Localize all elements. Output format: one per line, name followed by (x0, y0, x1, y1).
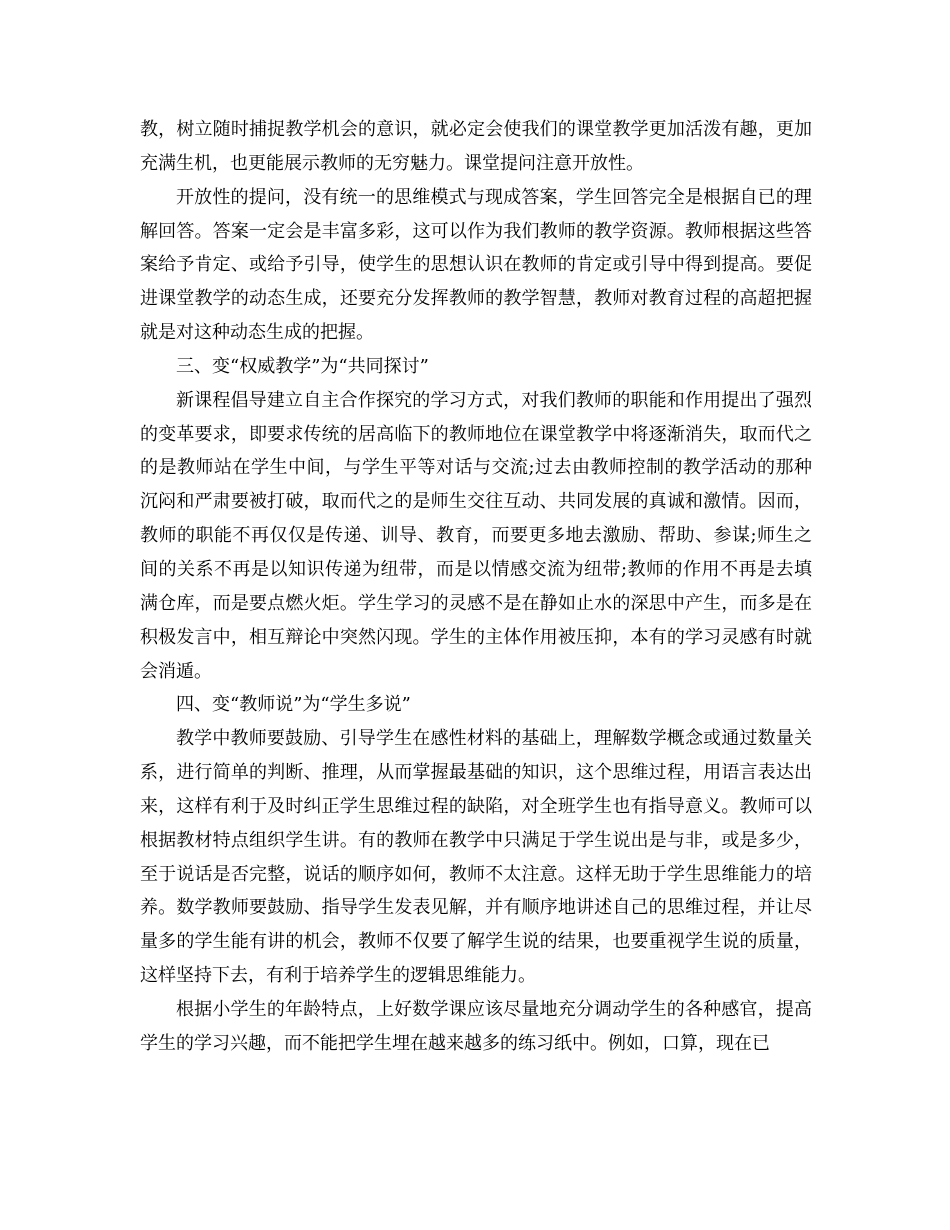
paragraph-1: 教，树立随时捕捉教学机会的意识，就必定会使我们的课堂教学更加活泼有趣，更加充满生机，也更能展示教师的无穷魅力。课堂提问注意开放性。 (140, 119, 812, 174)
document-body (140, 113, 812, 1061)
section-heading-4: 四、变“教师说”为“学生多说” (176, 694, 411, 716)
paragraph-3: 新课程倡导建立自主合作探究的学习方式，对我们教师的职能和作用提出了强烈的变革要求，即要求传统的居高临下的教师地位在课堂教学中将逐渐消失，取而代之的是教师站在学生中间，与学生平等对话与交流;过去由教师控制的教学活动的那种沉闷和严肃要被打破，取而代之的是师生交往互动、共同发展的真诚和激情。因而，教师的职能不再仅仅是传递、训导、教育，而要更多地去激励、帮助、参谋;师生之间的关系不再是以知识传递为纽带，而是以情感交流为纽带;教师的作用不再是去填满仓库，而是要点燃火炬。学生学习的灵感不是在静如止水的深思中产生，而多是在积极发言中，相互辩论中突然闪现。学生的主体作用被压抑，本有的学习灵感有时就会消遁。 (140, 389, 812, 682)
section-heading-3: 三、变“权威教学”为“共同探讨” (176, 355, 429, 377)
paragraph-4: 教学中教师要鼓励、引导学生在感性材料的基础上，理解数学概念或通过数量关系，进行简单的判断、推理，从而掌握最基础的知识，这个思维过程，用语言表达出来，这样有利于及时纠正学生思维过程的缺陷，对全班学生也有指导意义。教师可以根据教材特点组织学生讲。有的教师在教学中只满足于学生说出是与非，或是多少，至于说话是否完整，说话的顺序如何，教师不太注意。这样无助于学生思维能力的培养。数学教师要鼓励、指导学生发表见解，并有顺序地讲述自己的思维过程，并让尽量多的学生能有讲的机会，教师不仅要了解学生说的结果，也要重视学生说的质量，这样坚持下去，有利于培养学生的逻辑思维能力。 (140, 728, 812, 987)
paragraph-5: 根据小学生的年龄特点，上好数学课应该尽量地充分调动学生的各种感官，提高学生的学习兴趣，而不能把学生埋在越来越多的练习纸中。例如，口算，现在已 (140, 998, 812, 1054)
paragraph-2: 开放性的提问，没有统一的思维模式与现成答案，学生回答完全是根据自已的理解回答。答案一定会是丰富多彩，这可以作为我们教师的教学资源。教师根据这些答案给予肯定、或给予引导，使学生的思想认识在教师的肯定或引导中得到提高。要促进课堂教学的动态生成，还要充分发挥教师的教学智慧，教师对教育过程的高超把握就是对这种动态生成的把握。 (140, 186, 812, 344)
